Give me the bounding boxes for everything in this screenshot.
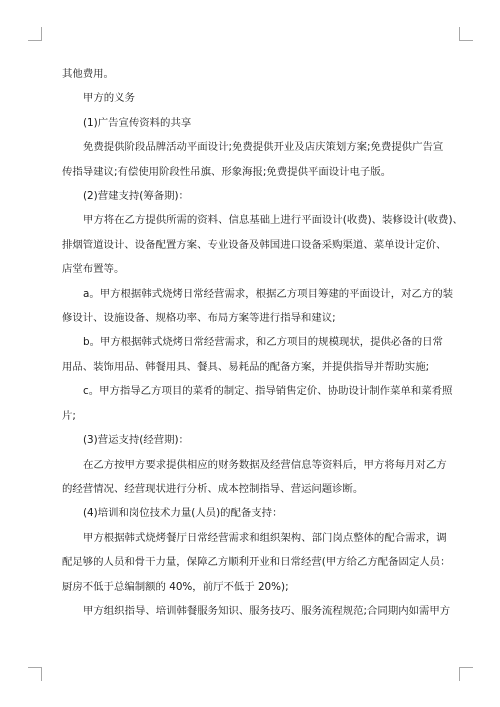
document-line: 在乙方按甲方要求提供相应的财务数据及经营信息等资料后，甲方将每月对乙方 (83, 458, 447, 471)
document-line: (4)培训和岗位技术力量(人员)的配备支持： (83, 507, 283, 520)
crop-mark-top-left (28, 27, 42, 41)
document-line: 免费提供阶段品牌活动平面设计;免费提供开业及店庆策划方案;免费提供广告宣 (83, 141, 444, 154)
crop-mark-top-right (459, 27, 473, 41)
document-line: 甲方组织指导、培训韩餐服务知识、服务技巧、服务流程规范;合同期内如需甲方 (83, 604, 451, 617)
document-line: 片; (62, 409, 76, 422)
document-line: 排烟管道设计、设备配置方案、专业设备及韩国进口设备采购渠道、菜单设计定价、 (62, 238, 447, 251)
document-page (62, 62, 463, 623)
document-line: 修设计、设施设备、规格功率、布局方案等进行指导和建议; (62, 312, 336, 325)
document-line: c。甲方指导乙方项目的菜肴的制定、指导销售定价、协助设计制作菜单和菜肴照 (83, 385, 453, 398)
document-line: 厨房不低于总编制额的 40%，前厅不低于 20%); (62, 580, 289, 593)
document-line: a。甲方根据韩式烧烤日常经营需求，根据乙方项目筹建的平面设计，对乙方的装 (83, 287, 454, 300)
document-line: 其他费用。 (62, 68, 114, 80)
document-line: 甲方根据韩式烧烤餐厅日常经营需求和组织架构、部门岗点整体的配合需求，调 (83, 531, 447, 544)
document-line: 的经营情况、经营现状进行分析、成本控制指导、营运问题诊断。 (62, 482, 364, 495)
document-line: 甲方的义务 (83, 92, 135, 105)
document-line: (2)营建支持(筹备期)： (83, 190, 189, 203)
document-line: (1)广告宣传资料的共享 (83, 116, 192, 129)
document-line: 店堂布置等。 (62, 263, 125, 276)
document-line: 用品、装饰用品、韩餐用具、餐具、易耗品的配备方案，并提供指导并帮助实施; (62, 360, 430, 373)
crop-mark-bottom-left (28, 667, 42, 681)
document-line: (3)营运支持(经营期)： (83, 434, 189, 447)
document-line: 传指导建议;有偿使用阶段性吊旗、形象海报;免费提供平面设计电子版。 (62, 165, 392, 178)
document-line: 配足够的人员和骨干力量，保障乙方顺利开业和日常经营(甲方给乙方配备固定人员： (62, 556, 451, 569)
document-line: 甲方将在乙方提供所需的资料、信息基础上进行平面设计(收费)、装修设计(收费)、 (83, 214, 463, 227)
document-line: b。甲方根据韩式烧烤日常经营需求，和乙方项目的规模现状，提供必备的日常 (83, 336, 443, 349)
crop-mark-bottom-right (459, 667, 473, 681)
